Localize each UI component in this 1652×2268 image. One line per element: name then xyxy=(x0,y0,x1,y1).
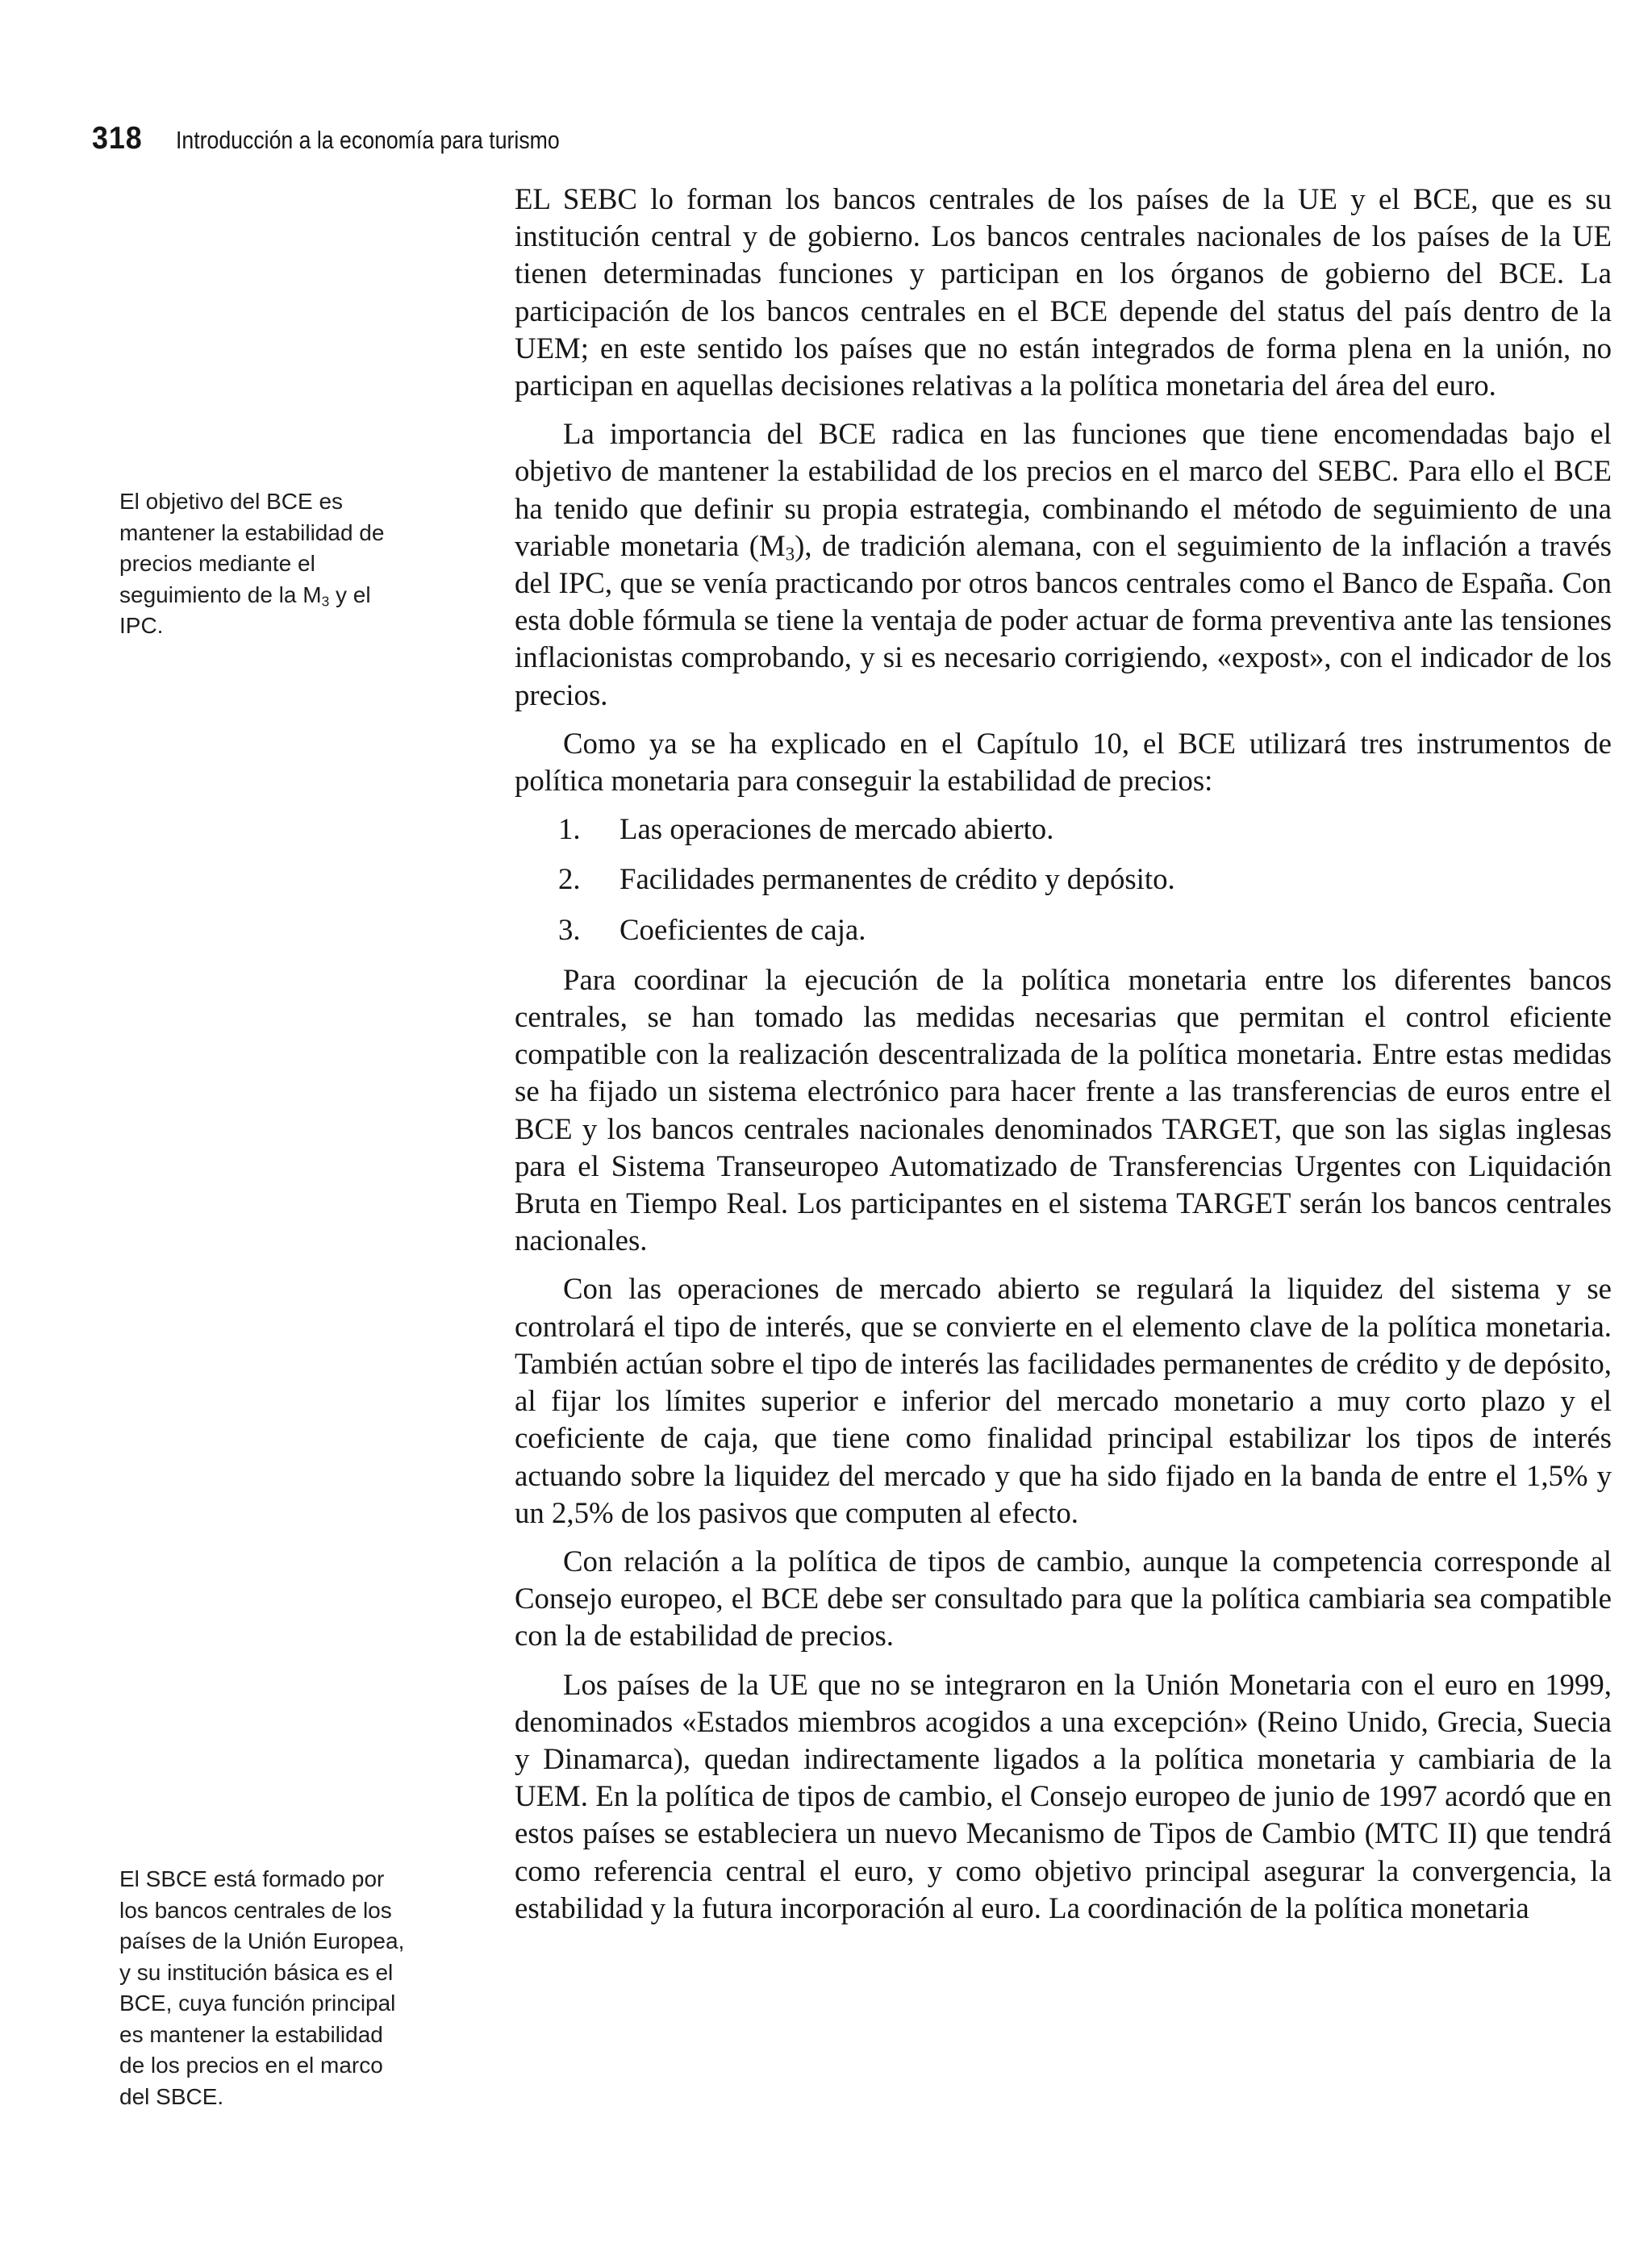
running-title: Introducción a la economía para turismo xyxy=(176,126,560,154)
list-item-number: 2. xyxy=(558,862,581,896)
paragraph-4: Para coordinar la ejecución de la política monetaria entre los diferentes bancos centrales, se han tomado las medidas necesarias que permitan el control eficiente compatible con la realización descentralizada de la política monetaria. Entre estas medidas se ha fijado un sistema electrónico para hacer frente a las transferencias de euros entre el BCE y los bancos centrales nacionales denominados TARGET, que son las siglas inglesas para el Sistema Transeuropeo Automatizado de Transferencias Urgentes con Liquidación Bruta en Tiempo Real. Los participantes en el sistema TARGET serán los bancos centrales nacionales. xyxy=(515,962,1612,1257)
instrument-list xyxy=(515,811,1612,948)
margin-note-sbce: El SBCE está formado por los bancos centrales de los países de la Unión Europea, y su institución básica es el BCE, cuya función principal es mantener la estabilidad de los precios en el marco del SBCE. xyxy=(119,1866,405,2109)
paragraph-2 xyxy=(515,415,1612,714)
list-item xyxy=(515,811,1612,848)
paragraph-2-text-end: ), de tradición alemana, con el seguimiento de la inflación a través del IPC, que se venía practicando por otros bancos centrales como el Banco de España. Con esta doble fórmula se tiene la ventaja de poder actuar de forma preventiva ante las tensiones inflacionistas comprobando, y si es necesario corrigiendo, «expost», con el indicador de los precios. xyxy=(515,528,1612,711)
margin-note-bce-objective xyxy=(119,486,450,642)
paragraph-2-text: La importancia del BCE radica en las funciones que tiene encomendadas bajo el objetivo de mantener la estabilidad de los precios en el marco del SEBC. Para ello el BCE ha tenido que definir su propia estrategia, combinando el método de seguimiento de una variable monetaria (M xyxy=(515,417,1612,562)
list-item-number: 3. xyxy=(558,912,581,946)
paragraph-7: Los países de la UE que no se integraron en la Unión Monetaria con el euro en 1999, denominados «Estados miembros acogidos a una excepción» (Reino Unido, Grecia, Suecia y Dinamarca), quedan indirectamente ligados a la política monetaria y cambiaria de la UEM. En la política de tipos de cambio, el Consejo europeo de junio de 1997 acordó que en estos países se estableciera un nuevo Mecanismo de Tipos de Cambio (MTC II) que tendrá como referencia central el euro, y como objetivo principal asegurar la convergencia, la estabilidad y la futura incorporación al euro. La coordinación de la política monetaria xyxy=(515,1667,1612,1924)
list-item xyxy=(515,861,1612,898)
paragraph-3: Como ya se ha explicado en el Capítulo 10, el BCE utilizará tres instrumentos de política monetaria para conseguir la estabilidad de precios: xyxy=(515,726,1612,798)
list-item-number: 1. xyxy=(558,812,581,846)
list-item-text: Coeficientes de caja. xyxy=(620,912,866,946)
page-number: 318 xyxy=(92,121,143,156)
margin-note-1-text-end: y el IPC. xyxy=(119,582,371,638)
main-text-column xyxy=(515,181,1612,1938)
list-item xyxy=(515,911,1612,948)
list-item-text: Las operaciones de mercado abierto. xyxy=(620,812,1054,846)
margin-note-1-text: El objetivo del BCE es mantener la estabilidad de precios mediante el seguimiento de la M xyxy=(119,489,385,607)
paragraph-6: Con relación a la política de tipos de cambio, aunque la competencia corresponde al Consejo europeo, el BCE debe ser consultado para que la política cambiaria sea compatible con la de estabilidad de precios. xyxy=(515,1544,1612,1653)
margin-note-1-subscript: 3 xyxy=(321,592,330,609)
paragraph-2-subscript: 3 xyxy=(785,544,795,565)
paragraph-5: Con las operaciones de mercado abierto se regulará la liquidez del sistema y se controlará el tipo de interés, que se convierte en el elemento clave de la política monetaria. También actúan sobre el tipo de interés las facilidades permanentes de crédito y de depósito, al fijar los límites superior e inferior del mercado monetario a muy corto plazo y el coeficiente de caja, que tiene como finalidad principal estabilizar los tipos de interés actuando sobre la liquidez del mercado y que ha sido fijado en la banda de entre el 1,5% y un 2,5% de los pasivos que computen al efecto. xyxy=(515,1272,1612,1529)
paragraph-1: EL SEBC lo forman los bancos centrales de los países de la UE y el BCE, que es su institución central y de gobierno. Los bancos centrales nacionales de los países de la UE tienen determinadas funciones y participan en los órganos de gobierno del BCE. La participación de los bancos centrales en el BCE depende del status del país dentro de la UEM; en este sentido los países que no están integrados de forma plena en la unión, no participan en aquellas decisiones relativas a la política monetaria del área del euro. xyxy=(515,182,1612,402)
list-item-text: Facilidades permanentes de crédito y depósito. xyxy=(620,862,1175,896)
page-header xyxy=(92,121,622,169)
